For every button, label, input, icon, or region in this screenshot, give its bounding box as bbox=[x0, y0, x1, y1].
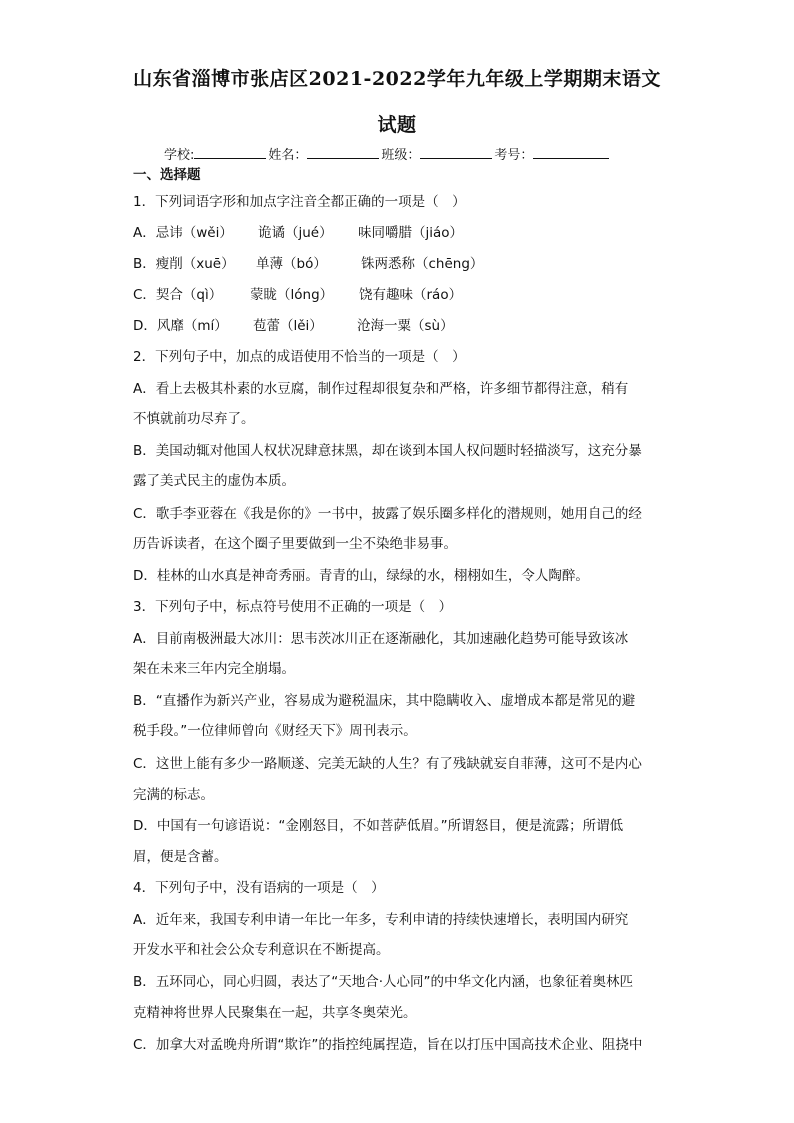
question-3-line: A．目前南极洲最大冰川：思韦茨冰川正在逐渐融化，其加速融化趋势可能导致该冰 bbox=[133, 631, 629, 647]
option-word: C．契合（qì） bbox=[133, 287, 223, 303]
name-blank[interactable] bbox=[307, 146, 379, 159]
question-2-line: A．看上去极其朴素的水豆腐，制作过程却很复杂和严格，许多细节都得注意，稍有 bbox=[133, 381, 629, 397]
question-4-line: A．近年来，我国专利申请一年比一年多，专利申请的持续快速增长，表明国内研究 bbox=[133, 912, 629, 928]
question-2-line: 露了美式民主的虚伪本质。 bbox=[133, 473, 295, 489]
option-word: 铢两悉称（chēng） bbox=[361, 256, 484, 272]
question-1-option-d bbox=[133, 317, 454, 335]
option-word: 苞蕾（lěi） bbox=[253, 318, 323, 334]
question-1-option-c bbox=[133, 286, 462, 304]
option-word: 诡谲（jué） bbox=[258, 225, 333, 241]
question-2-line: D．桂林的山水真是神奇秀丽。青青的山，绿绿的水，栩栩如生，令人陶醉。 bbox=[133, 568, 589, 584]
question-3-line: D．中国有一句谚语说：“金刚怒目，不如菩萨低眉。”所谓怒目，便是流露；所谓低 bbox=[133, 818, 624, 834]
exam-title-line2: 试题 bbox=[377, 114, 417, 136]
exam-title-line1: 山东省淄博市张店区2021-2022学年九年级上学期期末语文 bbox=[133, 68, 661, 90]
section-heading: 一、选择题 bbox=[133, 167, 201, 183]
school-label: 学校: bbox=[164, 148, 195, 163]
question-1-option-b bbox=[133, 255, 483, 273]
exam-number-label: 考号： bbox=[494, 148, 534, 163]
option-word: 蒙眬（lóng） bbox=[250, 287, 334, 303]
question-2-line: 不慎就前功尽弃了。 bbox=[133, 411, 255, 427]
question-2-line: C．歌手李亚蓉在《我是你的》一书中，披露了娱乐圈多样化的潜规则，她用自己的经 bbox=[133, 506, 642, 522]
question-3-line: 税手段。”一位律师曾向《财经天下》周刊表示。 bbox=[133, 723, 417, 739]
question-2-stem: 2．下列句子中，加点的成语使用不恰当的一项是（ ） bbox=[133, 349, 466, 365]
question-3-line: C．这世上能有多少一路顺遂、完美无缺的人生？有了残缺就妄自菲薄，这可不是内心 bbox=[133, 756, 642, 772]
name-label: 姓名： bbox=[268, 148, 308, 163]
exam-number-blank[interactable] bbox=[533, 146, 609, 159]
question-3-stem: 3．下列句子中，标点符号使用不正确的一项是（ ） bbox=[133, 599, 453, 615]
question-4-stem: 4．下列句子中，没有语病的一项是（ ） bbox=[133, 880, 385, 896]
option-word: 单薄（bó） bbox=[256, 256, 327, 272]
question-3-line: 眉，便是含蓄。 bbox=[133, 849, 228, 865]
student-info-row bbox=[164, 144, 611, 163]
class-blank[interactable] bbox=[420, 146, 492, 159]
class-label: 班级： bbox=[381, 148, 421, 163]
question-2-line: B．美国动辄对他国人权状况肆意抹黑，却在谈到本国人权问题时轻描淡写，这充分暴 bbox=[133, 443, 642, 459]
question-3-line: 完满的标志。 bbox=[133, 787, 214, 803]
question-4-line: C．加拿大对孟晚舟所谓“欺诈”的指控纯属捏造，旨在以打压中国高技术企业、阻挠中 bbox=[133, 1037, 643, 1053]
question-3-line: 架在未来三年内完全崩塌。 bbox=[133, 661, 295, 677]
question-1-stem: 1．下列词语字形和加点字注音全都正确的一项是（ ） bbox=[133, 194, 466, 210]
option-word: 饶有趣味（ráo） bbox=[359, 287, 463, 303]
question-4-line: B．五环同心，同心归圆，表达了“天地合·人心同”的中华文化内涵，也象征着奥林匹 bbox=[133, 974, 634, 990]
option-word: A．忌讳（wěi） bbox=[133, 225, 233, 241]
question-2-line: 历告诉读者，在这个圈子里要做到一尘不染绝非易事。 bbox=[133, 536, 457, 552]
school-blank[interactable] bbox=[194, 146, 266, 159]
option-word: D．风靡（mí） bbox=[133, 318, 228, 334]
question-3-line: B．“直播作为新兴产业，容易成为避税温床，其中隐瞒收入、虚增成本都是常见的避 bbox=[133, 693, 636, 709]
option-word: B．瘦削（xuē） bbox=[133, 256, 235, 272]
question-4-line: 克精神将世界人民聚集在一起，共享冬奥荣光。 bbox=[133, 1005, 417, 1021]
option-word: 味同嚼腊（jiáo） bbox=[358, 225, 464, 241]
question-1-option-a bbox=[133, 224, 463, 242]
question-4-line: 开发水平和社会公众专利意识在不断提高。 bbox=[133, 942, 390, 958]
option-word: 沧海一粟（sù） bbox=[357, 318, 454, 334]
